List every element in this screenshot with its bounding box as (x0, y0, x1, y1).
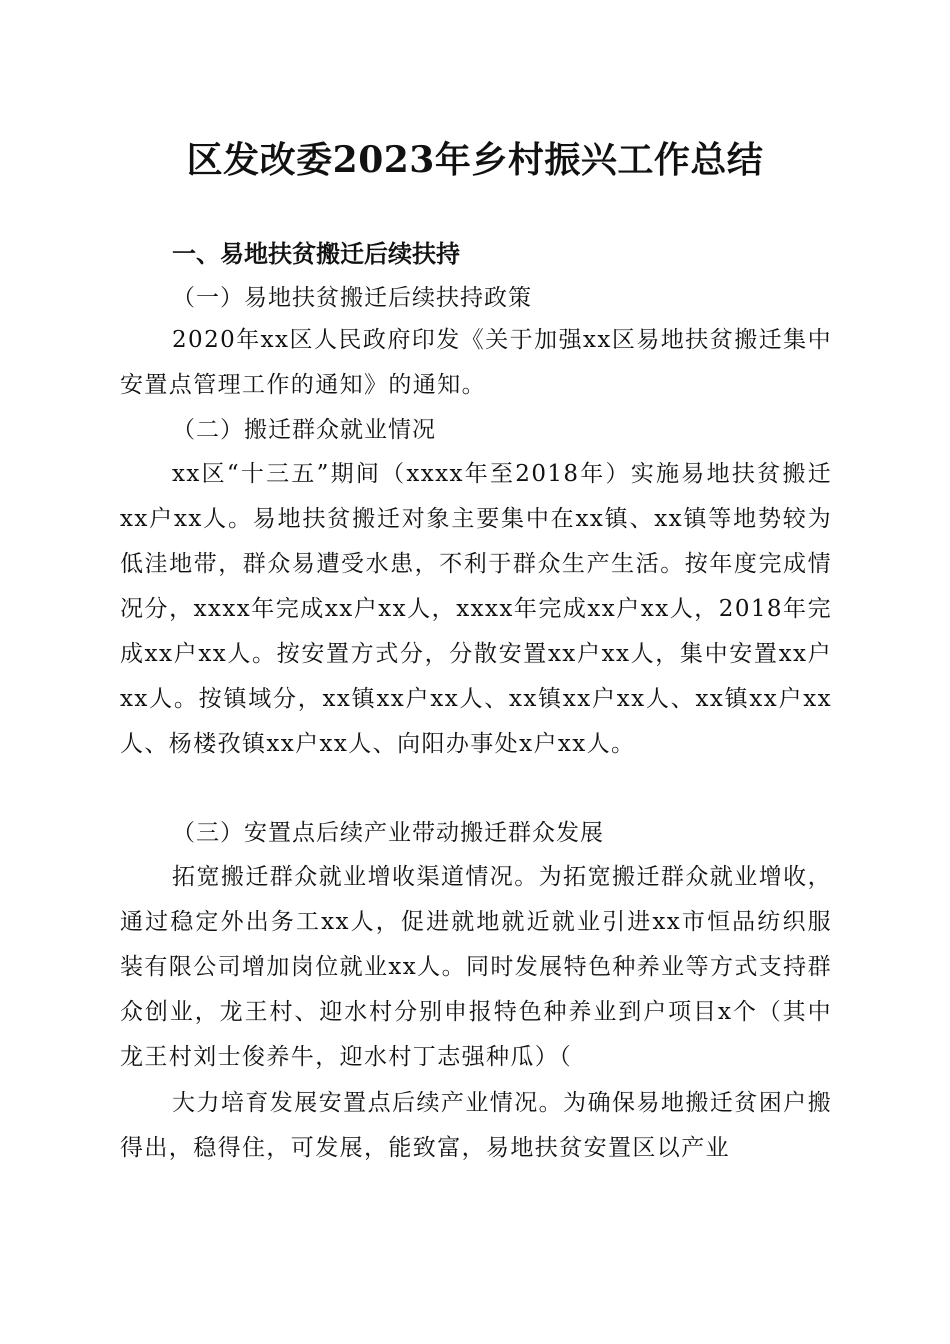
subsection-heading-2: （二）搬迁群众就业情况 (172, 417, 436, 443)
paragraph-industry-development: 大力培育发展安置点后续产业情况。为确保易地搬迁贫困户搬得出，稳得住，可发展，能致富，易地扶贫安置区以产业 (120, 1090, 832, 1161)
subsection-heading-1: （一）易地扶贫搬迁后续扶持政策 (172, 285, 532, 311)
section-heading-1: 一、易地扶贫搬迁后续扶持 (172, 240, 460, 268)
document-title: 区发改委2023年乡村振兴工作总结 (186, 139, 764, 181)
paragraph-policy: 2020年xx区人民政府印发《关于加强xx区易地扶贫搬迁集中安置点管理工作的通知》的通知。 (120, 327, 832, 398)
subsection-heading-3: （三）安置点后续产业带动搬迁群众发展 (172, 820, 604, 846)
paragraph-employment: xx区“十三五”期间（xxxx年至2018年）实施易地扶贫搬迁xx户xx人。易地扶贫搬迁对象主要集中在xx镇、xx镇等地势较为低洼地带，群众易遭受水患，不利于群众生产生活。按年度完成情况分，xxxx年完成xx户xx人，xxxx年完成xx户xx人，2018年完成xx户xx人。按安置方式分，分散安置xx户xx人，集中安置xx户xx人。按镇域分，xx镇xx户xx人、xx镇xx户xx人、xx镇xx户xx人、杨楼孜镇xx户xx人、向阳办事处x户xx人。 (120, 461, 832, 757)
paragraph-income-channels: 拓宽搬迁群众就业增收渠道情况。为拓宽搬迁群众就业增收，通过稳定外出务工xx人，促进就地就近就业引进xx市恒品纺织服装有限公司增加岗位就业xx人。同时发展特色种养业等方式支持群众创业，龙王村、迎水村分别申报特色种养业到户项目x个（其中龙王村刘士俊养牛，迎水村丁志强种瓜）（ (120, 864, 832, 1070)
